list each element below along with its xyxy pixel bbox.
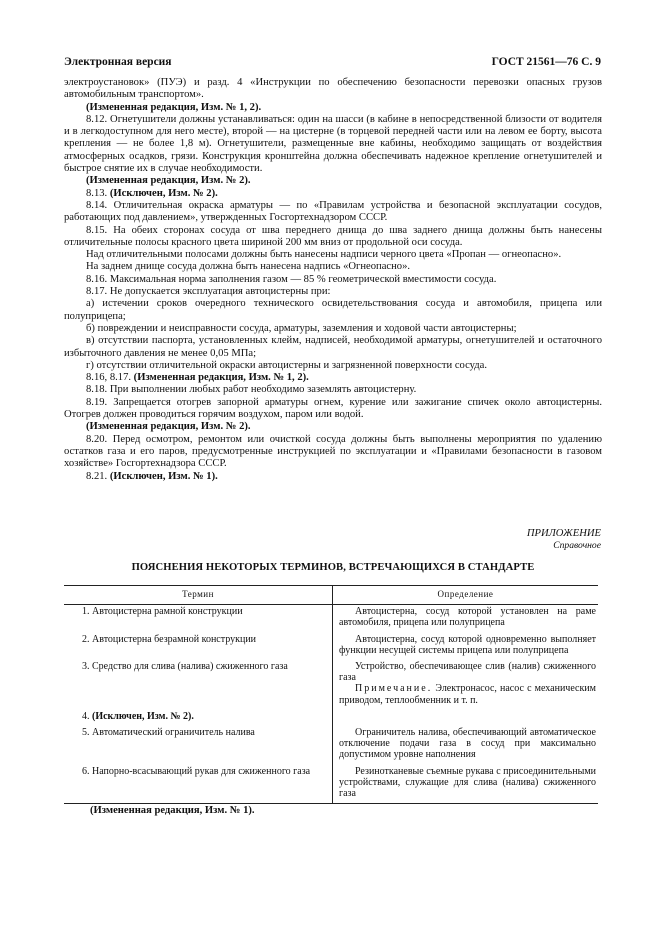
note-text: Электронасос, насос с механическим приводом, теплообменник и т. п. (339, 683, 596, 706)
amendment-note: (Исключен, Изм. № 1). (109, 470, 218, 482)
note-label: Примечание. (355, 683, 433, 695)
definition-text: Автоцистерна, сосуд которой установлен на раме автомобиля, прицепа или полуприцепа (339, 606, 596, 629)
column-header-definition: Определение (333, 586, 599, 605)
table-row (64, 605, 598, 633)
table-row (64, 633, 598, 660)
paragraph: 8.15. На обеих сторонах сосуда от шва переднего днища до шва заднего днища должны быть нанесены отличительные полосы красного цвета шириной 200 мм вниз от продольной оси сосуда. (64, 224, 602, 248)
term-cell: 5. Автоматический ограничитель налива (64, 726, 333, 765)
paragraph: 8.14. Отличительная окраска арматуры — по «Правилам устройства и безопасной эксплуатации сосудов, работающих под давлением», утвержденных Госгортехнадзором СССР. (64, 199, 602, 224)
definition-cell (333, 633, 599, 660)
clause-number: 8.13. (86, 187, 110, 199)
definition-cell (333, 710, 599, 726)
clause-number: 8.16, 8.17. (86, 372, 134, 384)
header-left: Электронная версия (64, 56, 172, 68)
paragraph: 8.17. Не допускается эксплуатация автоцистерны при: (86, 286, 331, 298)
paragraph: 8.19. Запрещается отогрев запорной арматуры огнем, курение или зажигание спичек около автоцистерны. Отогрев должен проводиться горячим воздухом, паром или водой. (64, 396, 602, 421)
list-item: а) истечении сроков очередного технического освидетельствования сосуда и автомобиля, прицепа или полуприцепа; (64, 298, 602, 322)
paragraph (64, 372, 602, 384)
paragraph: 8.16. Максимальная норма заполнения газом — 85 % геометрической вместимости сосуда. (86, 273, 497, 285)
amendment-note: (Измененная редакция, Изм. № 1, 2). (133, 372, 309, 384)
amendment-note: (Измененная редакция, Изм. № 1, 2). (86, 101, 262, 113)
list-item: г) отсутствии отличительной окраски автоцистерны и загрязненной поверхности сосуда. (86, 359, 488, 371)
paragraph (64, 471, 602, 483)
paragraph (64, 188, 602, 200)
term-cell: 1. Автоцистерна рамной конструкции (64, 605, 333, 633)
definition-cell (333, 726, 599, 765)
paragraph: Над отличительными полосами должны быть нанесены надписи черного цвета «Пропан — огнеопасно». (86, 249, 562, 261)
amendment-note: (Исключен, Изм. № 2). (109, 187, 218, 199)
table-row (64, 710, 598, 726)
definition-text: Резинотканевые съемные рукава с присоединительными устройствами, служащие для слива (налива) сжиженного газа (339, 765, 596, 800)
appendix-label (527, 528, 601, 552)
definition-cell (333, 765, 599, 804)
term-cell: 3. Средство для слива (налива) сжиженного газа (64, 660, 333, 710)
table-title: ПОЯСНЕНИЯ НЕКОТОРЫХ ТЕРМИНОВ, ВСТРЕЧАЮЩИХСЯ В СТАНДАРТЕ (131, 562, 535, 573)
document-body (64, 77, 602, 483)
table-row (64, 726, 598, 765)
paragraph: электроустановок» (ПУЭ) и разд. 4 «Инструкции по обеспечению безопасности перевозки опасных грузов автомобильным транспортом». (64, 77, 602, 101)
footer-amendment-note: (Измененная редакция, Изм. № 1). (90, 805, 255, 816)
term-cell: 2. Автоцистерна безрамной конструкции (64, 633, 333, 660)
appendix-title: ПРИЛОЖЕНИЕ (526, 528, 601, 539)
paragraph: На заднем днище сосуда должна быть нанесена надпись «Огнеопасно». (86, 261, 411, 273)
clause-number: 8.21. (86, 470, 110, 482)
list-item: в) отсутствии паспорта, установленных клейм, надписей, необходимой арматуры, огнетушителей и остаточного избыточного давления не менее 0,05 МПа; (64, 335, 602, 359)
amendment-note: (Измененная редакция, Изм. № 2). (86, 175, 251, 187)
definition-text: Ограничитель налива, обеспечивающий автоматическое отключение подачи газа в сосуд при максимально допустимом уровне наполнения (339, 727, 596, 761)
term-cell (64, 710, 333, 726)
terms-table (64, 585, 598, 804)
table-header-row (64, 586, 598, 605)
amendment-note: (Исключен, Изм. № 2). (92, 710, 194, 722)
appendix-subtitle: Справочное (553, 540, 601, 551)
header-right: ГОСТ 21561—76 С. 9 (491, 56, 601, 68)
term-number: 4. (82, 710, 92, 722)
term-cell: 6. Напорно-всасывающий рукав для сжиженного газа (64, 765, 333, 804)
list-item: б) повреждении и неисправности сосуда, арматуры, заземления и ходовой части автоцистерны; (86, 322, 517, 334)
definition-cell (333, 660, 599, 710)
column-header-term: Термин (64, 586, 333, 605)
amendment-note: (Измененная редакция, Изм. № 2). (86, 421, 251, 433)
definition-cell (333, 605, 599, 633)
definition-note (339, 683, 596, 705)
paragraph: 8.18. При выполнении любых работ необходимо заземлять автоцистерну. (86, 384, 417, 396)
definition-text: Автоцистерна, сосуд которой одновременно выполняет функции несущей системы прицепа или полуприцепа (339, 633, 596, 656)
paragraph: 8.20. Перед осмотром, ремонтом или очисткой сосуда должны быть выполнены мероприятия по удалению остатков газа и его паров, предусмотренные инструкцией по эксплуатации и «Правилами безопасности в газовом хозяйстве» Госгортехнадзора СССР. (64, 433, 602, 470)
table-row (64, 765, 598, 804)
table-row (64, 660, 598, 710)
definition-text: Устройство, обеспечивающее слив (налив) сжиженного газа (339, 661, 596, 684)
paragraph: 8.12. Огнетушители должны устанавливаться: один на шасси (в кабине в непосредственной близости от водителя и в легкодоступном для него месте), второй — на цистерне (в торцевой передней части или на левом ее борту, высота крепления — не более 1,8 м). Огнетушители, размещенные вне кабины, необходимо защищать от воздействия атмосферных осадков, грязи. Конструкция кронштейна должна обеспечивать надежное крепление огнетушителей и быстрое снятие их в случае необходимости. (64, 113, 602, 175)
